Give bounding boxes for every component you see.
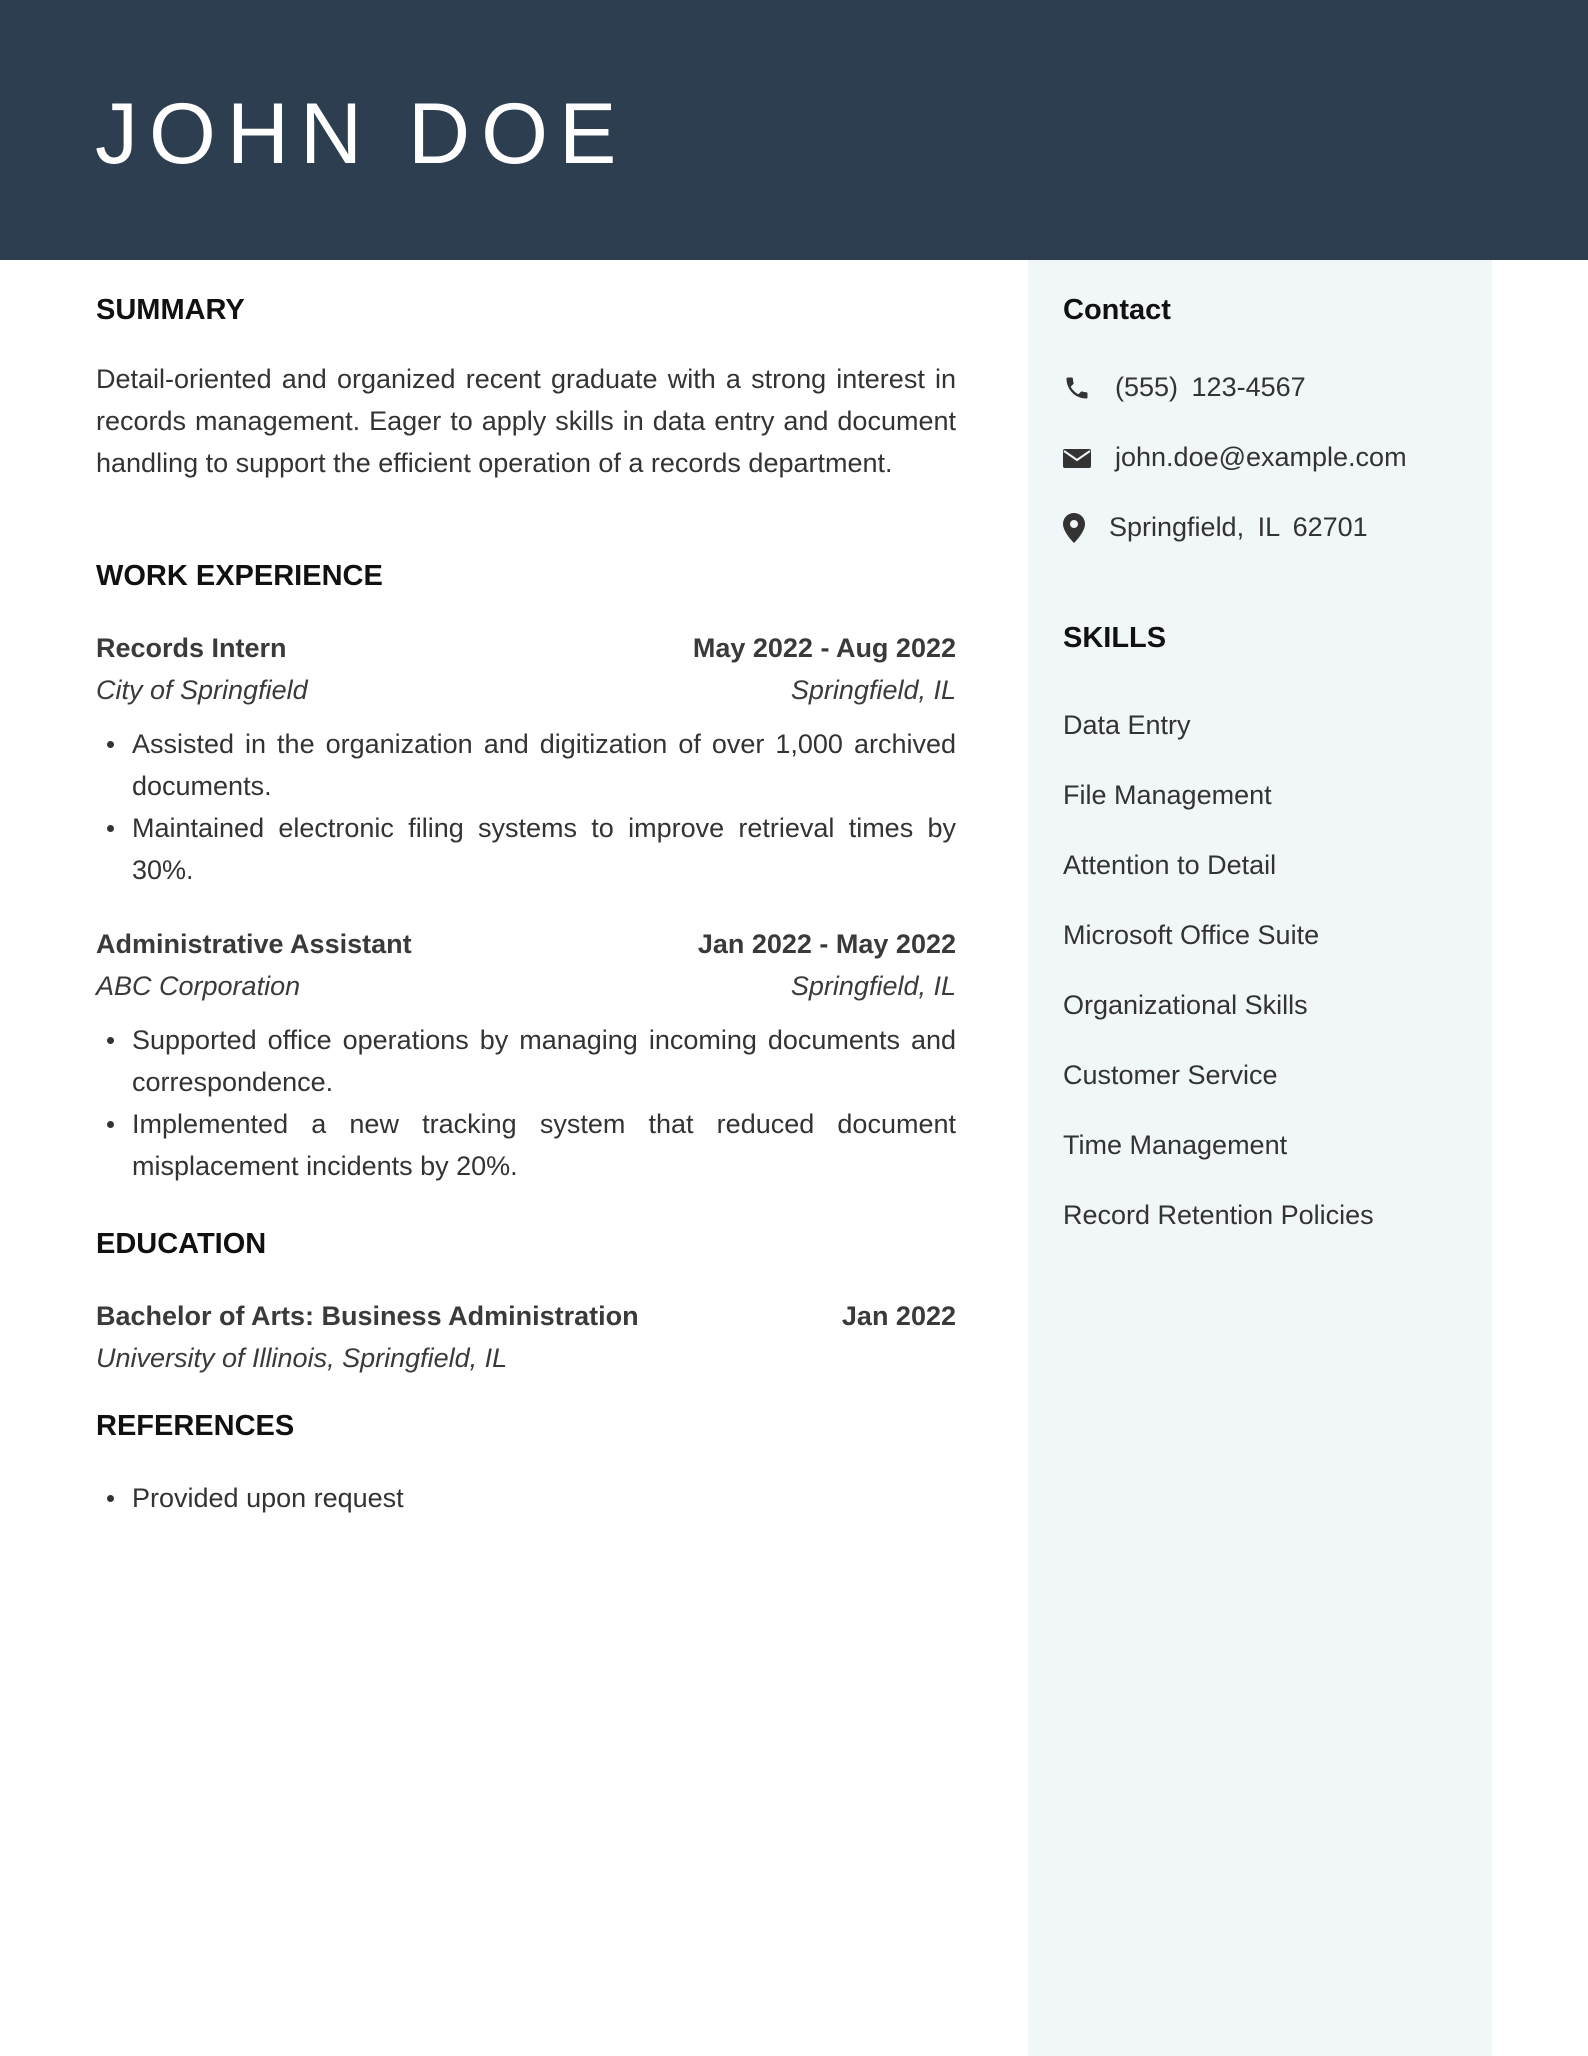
contact-email [1063,442,1407,473]
contact-location [1063,512,1368,543]
skill-item: Customer Service [1063,1060,1278,1090]
email-address: john.doe@example.com [1115,442,1407,472]
job-company: City of Springfield [96,675,308,705]
skills-heading: SKILLS [1063,622,1167,654]
job-bullet: Implemented a new tracking system that reduced document misplacement incidents by 20%. [132,1103,956,1187]
school-name: University of Illinois, Springfield, IL [96,1343,508,1373]
summary-heading: SUMMARY [96,294,245,326]
job-bullet: Maintained electronic filing systems to improve retrieval times by 30%. [132,807,956,891]
skill-item: Time Management [1063,1130,1288,1160]
references-list [96,1477,956,1519]
skill-item: Record Retention Policies [1063,1200,1374,1230]
location-text: Springfield, IL 62701 [1109,512,1368,542]
skills-list [1063,690,1374,1250]
degree-title: Bachelor of Arts: Business Administration [96,1301,639,1331]
job-title: Administrative Assistant [96,929,412,959]
degree-date: Jan 2022 [841,1301,956,1331]
contact-phone [1063,372,1306,403]
job-dates: Jan 2022 - May 2022 [697,929,956,959]
skill-item: File Management [1063,780,1272,810]
header-banner [0,0,1588,260]
job-company: ABC Corporation [96,971,301,1001]
job-bullet: Assisted in the organization and digitization of over 1,000 archived documents. [132,723,956,807]
phone-number: (555) 123-4567 [1115,372,1306,402]
skill-item: Data Entry [1063,710,1191,740]
summary-text: Detail-oriented and organized recent graduate with a strong interest in records management. Eager to apply skills in data entry and document handling to support the efficient operation of a records department. [96,364,956,478]
skill-item: Organizational Skills [1063,990,1308,1020]
work-experience-heading: WORK EXPERIENCE [96,560,383,592]
job-bullets [96,1019,956,1187]
references-heading: REFERENCES [96,1410,295,1442]
reference-item: Provided upon request [132,1477,956,1519]
job-title: Records Intern [96,633,287,663]
contact-heading: Contact [1063,294,1171,326]
job-dates: May 2022 - Aug 2022 [692,633,956,663]
job-bullets [96,723,956,891]
skill-item: Attention to Detail [1063,850,1277,880]
job-location: Springfield, IL [790,971,956,1001]
job-entry [96,627,956,891]
job-bullet: Supported office operations by managing incoming documents and correspondence. [132,1019,956,1103]
map-marker-icon [1063,513,1093,543]
phone-icon [1063,373,1093,403]
candidate-name: JOHN DOE [95,86,628,182]
job-entry [96,923,956,1187]
job-location: Springfield, IL [790,675,956,705]
skill-item: Microsoft Office Suite [1063,920,1320,950]
sidebar [1028,260,1492,2056]
envelope-icon [1063,443,1093,473]
education-heading: EDUCATION [96,1228,267,1260]
education-entry [96,1295,956,1379]
